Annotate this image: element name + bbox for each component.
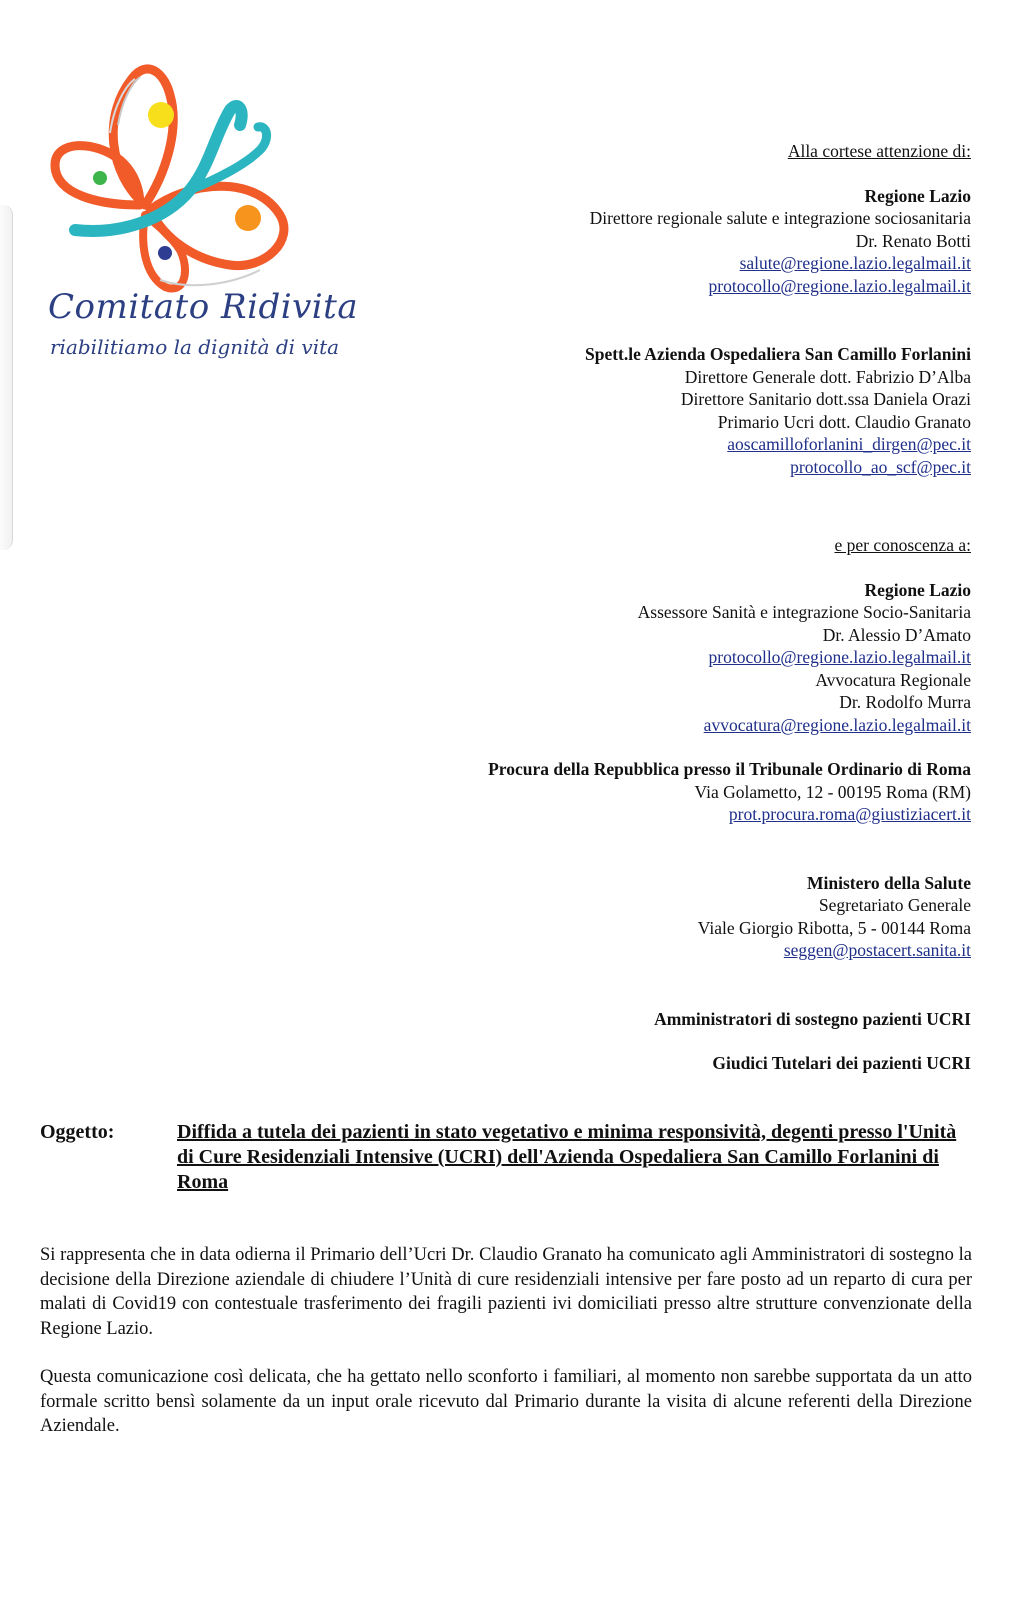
email-link[interactable]: protocollo_ao_scf@pec.it	[790, 456, 971, 477]
page-edge-shadow	[0, 205, 13, 550]
recipient-line: Segretariato Generale	[818, 895, 971, 915]
logo-motto: riabilitiamo la dignità di vita	[50, 335, 340, 359]
recipient-line: Direttore Sanitario dott.ssa Daniela Orazi	[680, 389, 971, 409]
email-link[interactable]: avvocatura@regione.lazio.legalmail.it	[703, 714, 971, 735]
logo	[40, 55, 359, 375]
butterfly-logo-icon	[40, 55, 310, 295]
email-link[interactable]: protocollo@regione.lazio.legalmail.it	[708, 647, 971, 667]
email-link[interactable]: aoscamilloforlanini_dirgen@pec.it	[727, 434, 971, 454]
recipient-line: Assessore Sanità e integrazione Socio-Sanitaria	[637, 602, 971, 622]
email-link[interactable]: seggen@postacert.sanita.it	[783, 940, 971, 960]
email-link[interactable]: prot.procura.roma@giustiziacert.it	[728, 804, 971, 824]
email-link[interactable]: protocollo@regione.lazio.legalmail.it	[708, 275, 971, 296]
recipient-org: Spett.le Azienda Ospedaliera San Camillo Forlanini	[585, 344, 971, 364]
recipient-org: Amministratori di sostegno pazienti UCRI	[654, 1008, 971, 1029]
subject-label: Oggetto:	[40, 1121, 115, 1143]
cc-label: e per conoscenza a:	[834, 535, 971, 555]
recipient-line: Direttore regionale salute e integrazione sociosanitaria	[589, 208, 971, 228]
recipient-org: Ministero della Salute	[807, 872, 971, 893]
recipient-line: Dr. Rodolfo Murra	[839, 692, 971, 712]
attention-label: Alla cortese attenzione di:	[787, 141, 971, 161]
recipient-org: Giudici Tutelari dei pazienti UCRI	[712, 1053, 971, 1073]
email-link[interactable]: salute@regione.lazio.legalmail.it	[739, 253, 971, 273]
recipient-org: Regione Lazio	[864, 185, 971, 206]
subject-text: Diffida a tutela dei pazienti in stato vegetativo e minima responsività, degenti presso l'Unità di Cure Residenziali Intensive (UCRI) dell'Azienda Ospedaliera San Camillo Forlanini di Roma	[177, 1121, 957, 1193]
recipient-line: Dr. Alessio D’Amato	[822, 624, 971, 645]
recipient-org: Procura della Repubblica presso il Tribunale Ordinario di Roma	[488, 759, 971, 779]
body-text	[40, 1243, 972, 1463]
body-paragraph: Questa comunicazione così delicata, che ha gettato nello sconforto i familiari, al momento non sarebbe supportata da un atto formale scritto bensì solamente da un input orale ricevuto dal Primario durante la visita di alcune referenti della Direzione Aziendale.	[40, 1367, 972, 1436]
recipient-line: Viale Giorgio Ribotta, 5 - 00144 Roma	[697, 917, 971, 938]
recipient-org: Regione Lazio	[864, 579, 971, 600]
logo-name: Comitato Ridivita	[48, 287, 359, 327]
subject-block	[40, 1120, 972, 1195]
recipients-block	[351, 140, 971, 1075]
recipient-line: Avvocatura Regionale	[815, 669, 971, 690]
recipient-line: Dr. Renato Botti	[855, 230, 971, 251]
recipient-line: Via Golametto, 12 - 00195 Roma (RM)	[694, 781, 971, 802]
recipient-line: Primario Ucri dott. Claudio Granato	[717, 411, 971, 432]
body-paragraph: Si rappresenta che in data odierna il Primario dell’Ucri Dr. Claudio Granato ha comunicato agli Amministratori di sostegno la decisione della Direzione aziendale di chiudere l’Unità di cure residenziali intensive per fare posto ad un reparto di cura per malati di Covid19 con contestuale trasferimento dei fragili pazienti ivi domiciliati presso altre strutture convenzionate della Regione Lazio.	[40, 1245, 972, 1339]
recipient-line: Direttore Generale dott. Fabrizio D’Alba	[684, 366, 971, 387]
